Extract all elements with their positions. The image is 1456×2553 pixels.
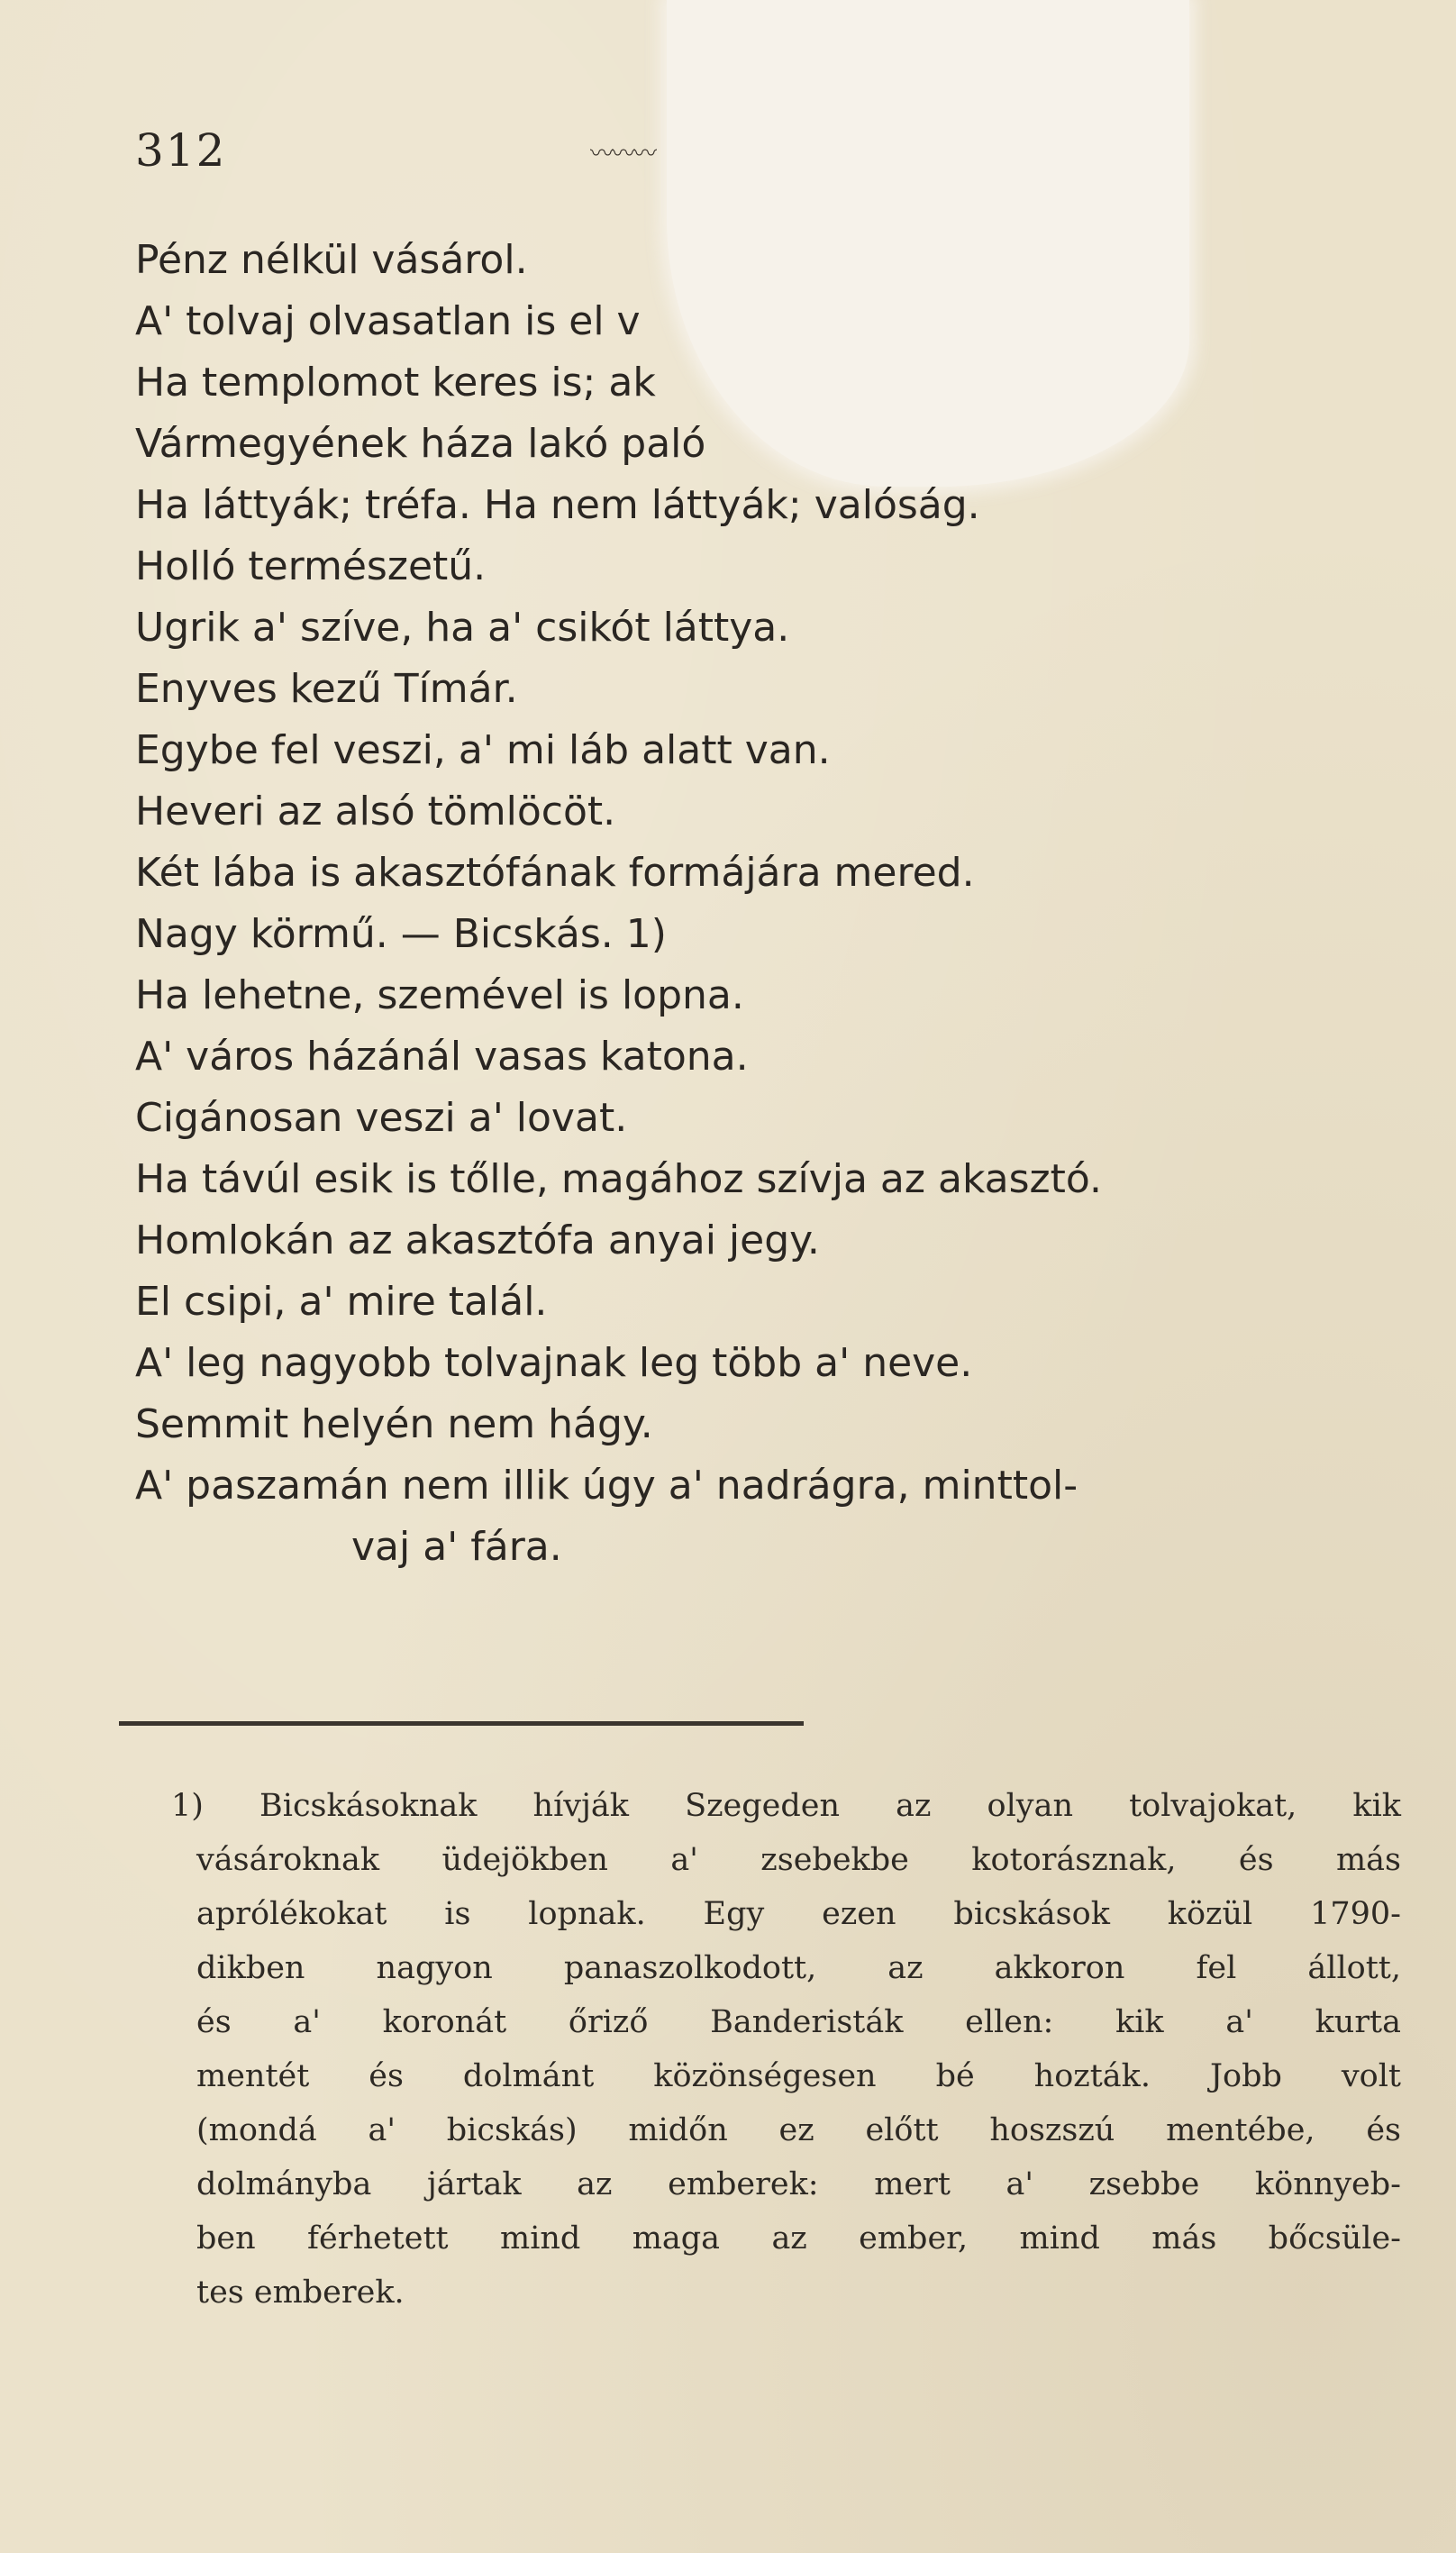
page-number: 312 [135,124,227,177]
text-line: Pénz nélkül vásárol. [135,237,528,283]
footnote-divider [119,1721,804,1726]
text-line-continuation: vaj a' fára. [351,1524,562,1570]
footnote [171,1779,1401,2320]
footnote-line: 1) Bicskásoknak hívják Szegeden az olyan tolvajokat, kik [171,1788,1401,1824]
text-line: Holló természetű. [135,543,487,589]
footnote-line: aprólékokat is lopnak. Egy ezen bicskások közül 1790- [196,1896,1401,1932]
text-line: Ugrik a' szíve, ha a' csikót láttya. [135,605,790,651]
text-line: A' paszamán nem illik úgy a' nadrágra, minttol- [135,1463,1078,1509]
text-line: Heveri az alsó tömlöcöt. [135,789,616,834]
proverb-list [135,230,1397,1578]
footnote-line: dikben nagyon panaszolkodott, az akkoron fel állott, [196,1950,1401,1986]
text-line: A' város házánál vasas katona. [135,1034,749,1080]
footnote-line: (mondá a' bicskás) midőn ez előtt hoszszú mentébe, és [196,2112,1401,2148]
footnote-line: és a' koronát őriző Banderisták ellen: kik a' kurta [196,2004,1401,2040]
footnote-line: vásároknak üdejökben a' zsebekbe kotorásznak, és más [196,1842,1401,1878]
footnote-line: dolmányba jártak az emberek: mert a' zsebbe könnyeb- [196,2166,1401,2202]
text-line: Nagy körmű. — Bicskás. 1) [135,911,667,957]
text-line: A' leg nagyobb tolvajnak leg több a' neve. [135,1340,973,1386]
text-line: Ha láttyák; tréfa. Ha nem láttyák; valóság. [135,482,980,528]
text-line: Ha távúl esik is tőlle, magához szívja az akasztó. [135,1156,1103,1202]
footnote-line: ben férhetett mind maga az ember, mind más bőcsüle- [196,2220,1401,2257]
text-line: A' tolvaj olvasatlan is el v [135,298,641,344]
footnote-line: mentét és dolmánt közönségesen bé hozták. Jobb volt [196,2058,1401,2094]
text-line: Vármegyének háza lakó paló [135,421,706,467]
footnote-line: tes emberek. [196,2275,405,2311]
text-line: Homlokán az akasztófa anyai jegy. [135,1217,820,1263]
text-line: Egybe fel veszi, a' mi láb alatt van. [135,727,831,773]
text-line: Cigánosan veszi a' lovat. [135,1095,628,1141]
text-line: Semmit helyén nem hágy. [135,1401,653,1447]
text-line: Ha templomot keres is; ak [135,360,656,406]
text-line: Két lába is akasztófának formájára mered. [135,850,975,896]
text-line: Ha lehetne, szemével is lopna. [135,972,744,1018]
text-line: El csipi, a' mire talál. [135,1279,548,1325]
header-ornament: 〰〰〰 [590,141,656,168]
text-line: Enyves kezű Tímár. [135,666,518,712]
